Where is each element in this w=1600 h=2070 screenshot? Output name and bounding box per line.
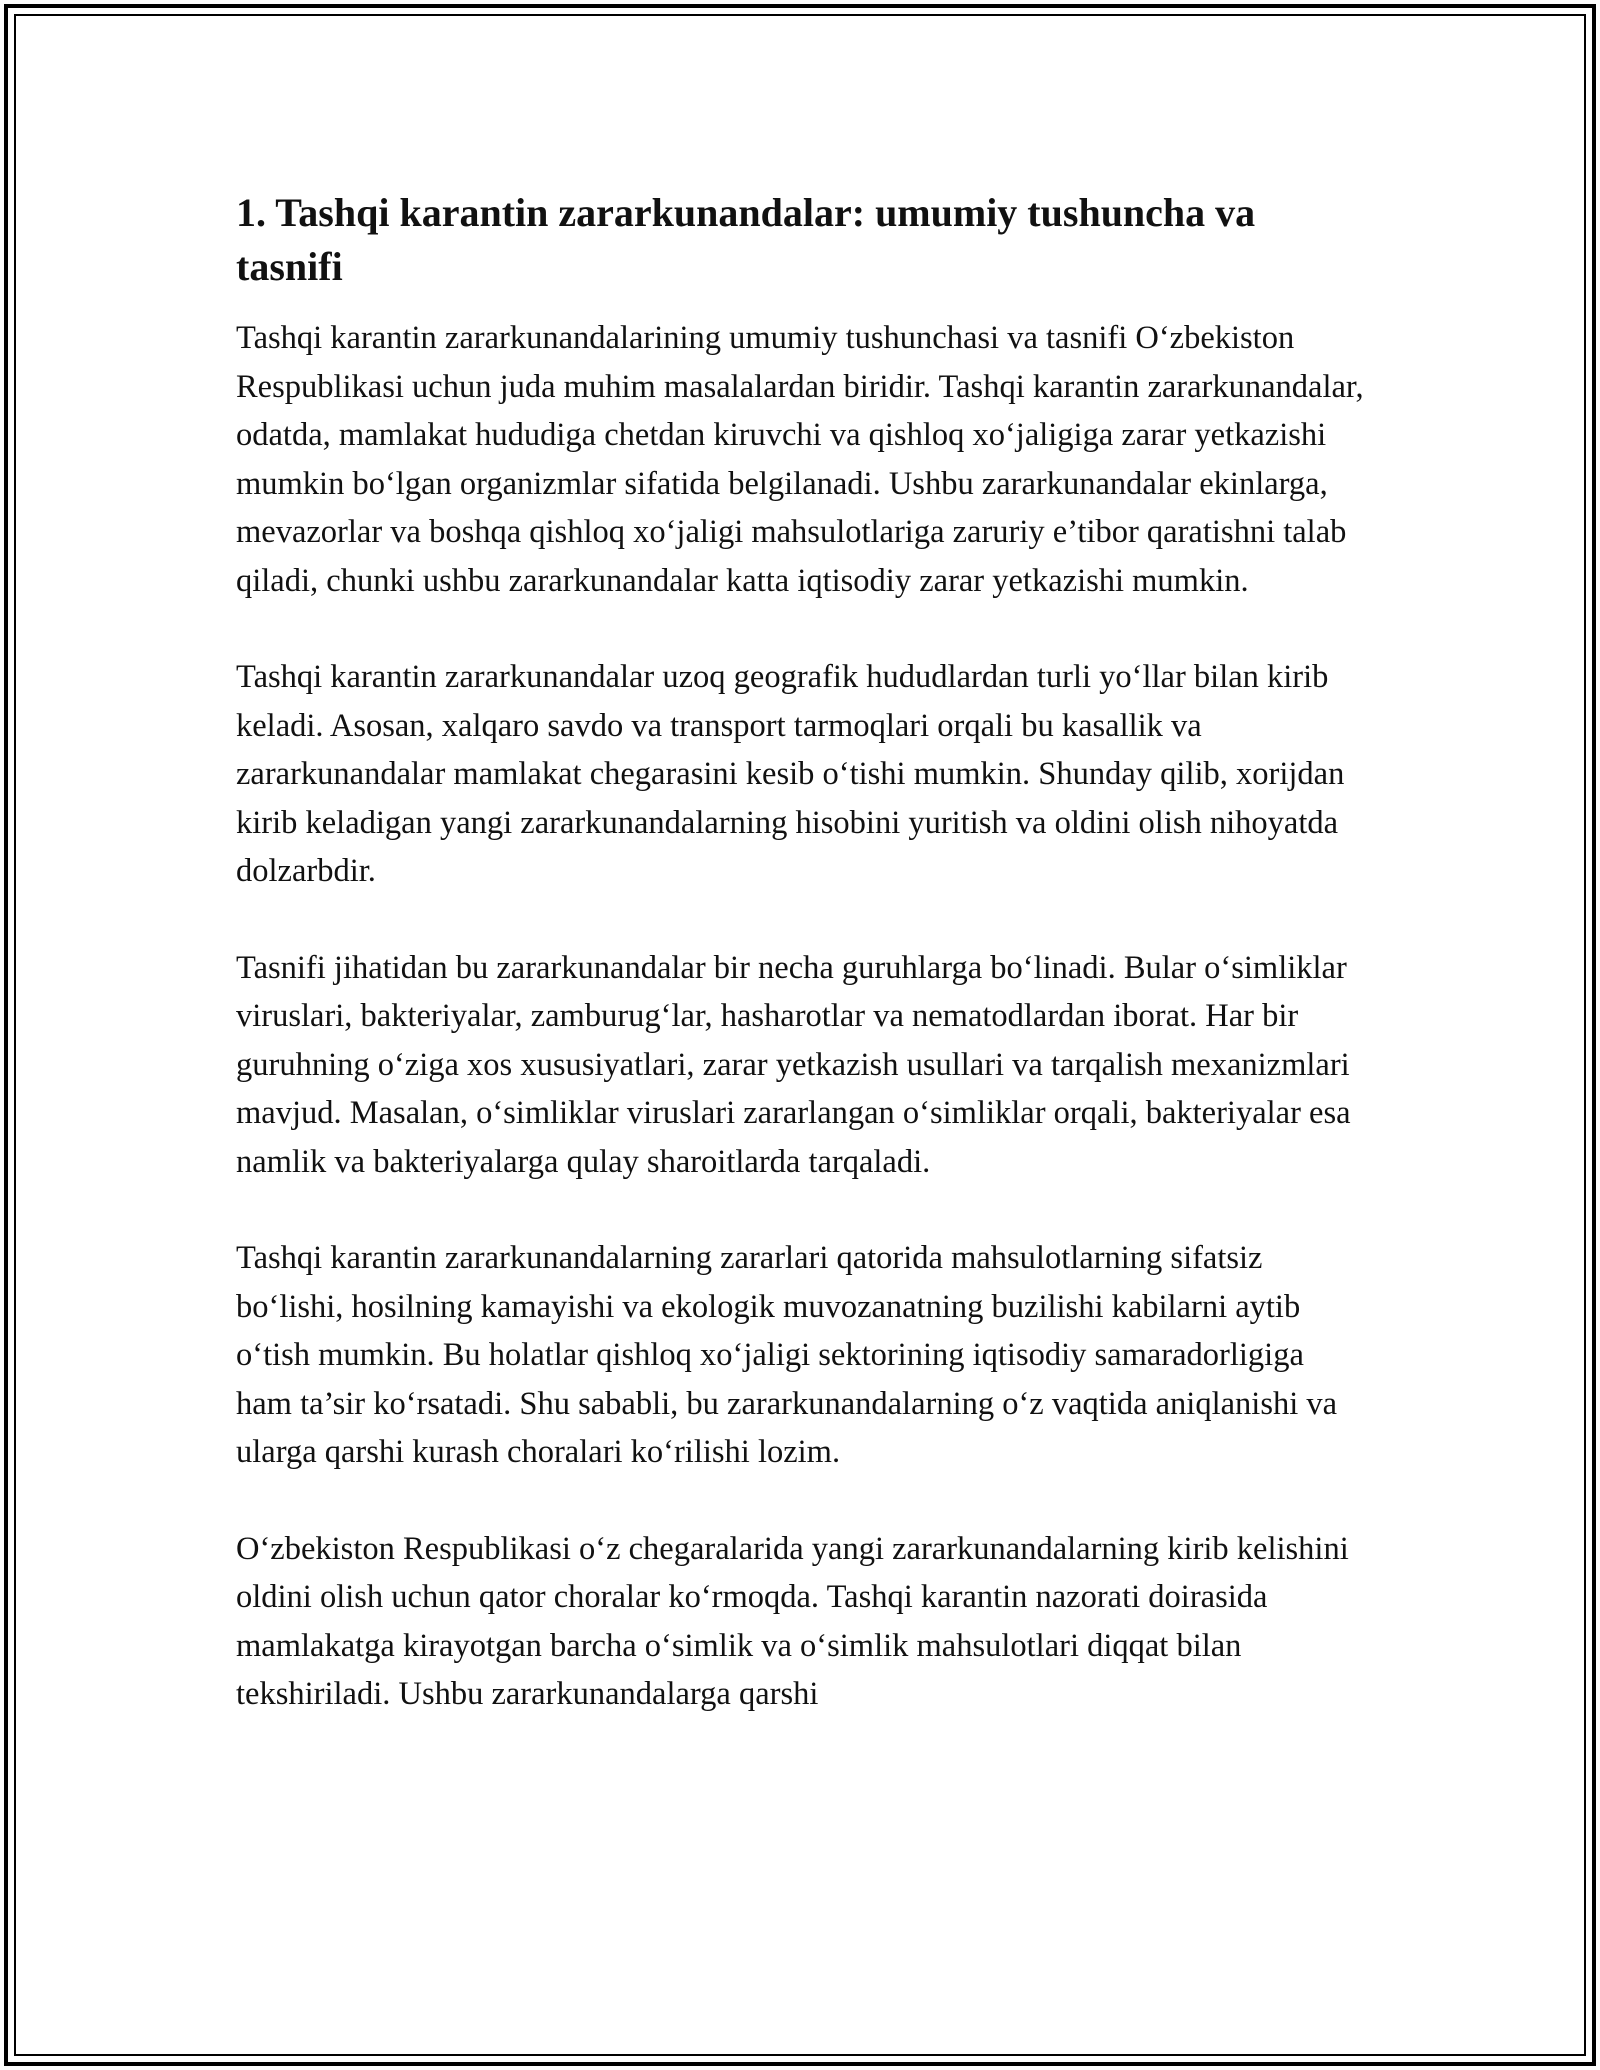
paragraph-5: O‘zbekiston Respublikasi o‘z chegaralarida yangi zararkunandalarning kirib kelishini oldini olish uchun qator choralar ko‘rmoqda. Tashqi karantin nazorati doirasida mamlakatga kirayotgan barcha o‘simlik va o‘simlik mahsulotlari diqqat bilan tekshiriladi. Ushbu zararkunandalarga qarshi <box>236 1530 1349 1712</box>
document-body <box>236 186 1366 1767</box>
paragraph-1: Tashqi karantin zararkunandalarining umumiy tushunchasi va tasnifi O‘zbekiston Respublikasi uchun juda muhim masalalardan biridir. Tashqi karantin zararkunandalar, odatda, mamlakat hududiga chetdan kiruvchi va qishloq xo‘jaligiga zarar yetkazishi mumkin bo‘lgan organizmlar sifatida belgilanadi. Ushbu zararkunandalar ekinlarga, mevazorlar va boshqa qishloq xo‘jaligi mahsulotlariga zaruriy e’tibor qaratishni talab qiladi, chunki ushbu zararkunandalar katta iqtisodiy zarar yetkazishi mumkin. <box>236 320 1364 599</box>
paragraph-4: Tashqi karantin zararkunandalarning zararlari qatorida mahsulotlarning sifatsiz bo‘lishi, hosilning kamayishi va ekologik muvozanatning buzilishi kabilarni aytib o‘tish mumkin. Bu holatlar qishloq xo‘jaligi sektorining iqtisodiy samaradorligiga ham ta’sir ko‘rsatadi. Shu sababli, bu zararkunandalarning o‘z vaqtida aniqlanishi va ularga qarshi kurash choralari ko‘rilishi lozim. <box>236 1240 1338 1470</box>
paragraph-2: Tashqi karantin zararkunandalar uzoq geografik hududlardan turli yo‘llar bilan kirib keladi. Asosan, xalqaro savdo va transport tarmoqlari orqali bu kasallik va zararkunandalar mamlakat chegarasini kesib o‘tishi mumkin. Shunday qilib, xorijdan kirib keladigan yangi zararkunandalarning hisobini yuritish va oldini olish nihoyatda dolzarbdir. <box>236 659 1345 889</box>
paragraph-3: Tasnifi jihatidan bu zararkunandalar bir necha guruhlarga bo‘linadi. Bular o‘simliklar viruslari, bakteriyalar, zamburug‘lar, hasharotlar va nematodlardan iborat. Har bir guruhning o‘ziga xos xususiyatlari, zarar yetkazish usullari va tarqalish mexanizmlari mavjud. Masalan, o‘simliklar viruslari zararlangan o‘simliklar orqali, bakteriyalar esa namlik va bakteriyalarga qulay sharoitlarda tarqaladi. <box>236 949 1351 1180</box>
section-heading: 1. Tashqi karantin zararkunandalar: umumiy tushuncha va tasnifi <box>236 190 1256 289</box>
